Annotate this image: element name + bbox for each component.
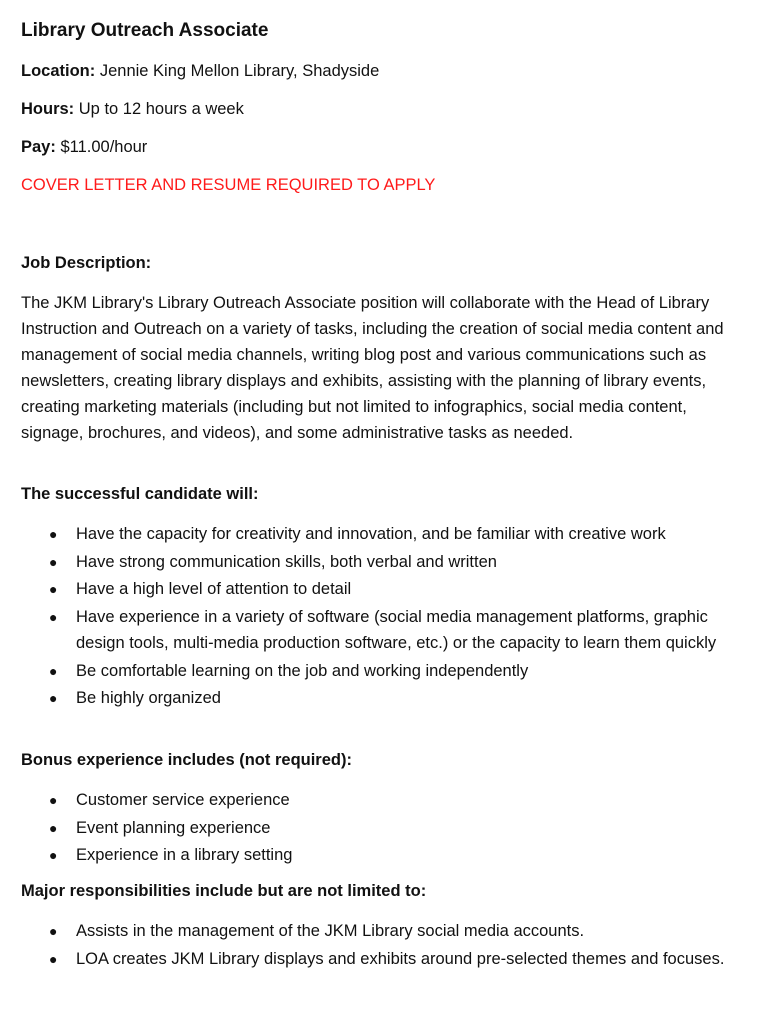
location-label: Location:: [21, 62, 96, 80]
application-notice: COVER LETTER AND RESUME REQUIRED TO APPLY: [21, 176, 436, 194]
bullet-icon: ●: [49, 792, 58, 808]
pay-value: $11.00/hour: [60, 138, 148, 156]
bullet-icon: ●: [49, 662, 58, 679]
bullet-icon: ●: [49, 847, 58, 863]
list-item: ● Event planning experience: [21, 815, 741, 842]
hours-value: Up to 12 hours a week: [78, 100, 244, 118]
pay-line: [21, 138, 147, 157]
bullet-icon: ●: [49, 923, 58, 939]
bullet-icon: ●: [49, 950, 58, 967]
location-line: [21, 62, 379, 81]
list-item: ● Have experience in a variety of software (social media management platforms, graphic design tools, multi-media production software, etc.) or the capacity to learn them quickly: [21, 604, 741, 657]
list-item: ● Assists in the management of the JKM Library social media accounts.: [21, 918, 741, 945]
list-item: ● Customer service experience: [21, 787, 741, 814]
candidate-heading: The successful candidate will:: [21, 485, 259, 503]
bullet-icon: ●: [49, 581, 58, 597]
job-description-heading: Job Description:: [21, 254, 152, 272]
list-item: ● Have the capacity for creativity and innovation, and be familiar with creative work: [21, 521, 741, 548]
list-item: ● Have strong communication skills, both verbal and written: [21, 549, 741, 576]
candidate-list: [21, 521, 741, 713]
list-item: ● LOA creates JKM Library displays and exhibits around pre-selected themes and focuses.: [21, 946, 741, 973]
bullet-icon: ●: [49, 690, 58, 706]
pay-label: Pay:: [21, 138, 56, 156]
location-value: Jennie King Mellon Library, Shadyside: [99, 62, 380, 80]
job-title: Library Outreach Associate: [21, 20, 269, 41]
bullet-icon: ●: [49, 819, 58, 836]
list-item: ● Have a high level of attention to detail: [21, 576, 741, 603]
list-item: ● Be highly organized: [21, 685, 741, 712]
bullet-icon: ●: [49, 553, 58, 570]
list-item: ● Experience in a library setting: [21, 842, 741, 869]
responsibilities-heading: Major responsibilities include but are not limited to:: [21, 882, 427, 900]
bonus-list: [21, 787, 741, 870]
bullet-icon: ●: [49, 608, 58, 625]
job-description-text: The JKM Library's Library Outreach Associate position will collaborate with the Head of Library Instruction and Outreach on a variety of tasks, including the creation of social media content and management of social media channels, writing blog post and various communications such as newsletters, creating library displays and exhibits, assisting with the planning of library events, creating marketing materials (including but not limited to infographics, social media content, signage, brochures, and videos), and some administrative tasks as needed.: [21, 294, 724, 442]
responsibilities-list: [21, 918, 741, 973]
hours-label: Hours:: [21, 100, 75, 118]
bullet-icon: ●: [49, 526, 58, 542]
bonus-heading: Bonus experience includes (not required):: [21, 751, 352, 769]
hours-line: [21, 100, 244, 119]
list-item: ● Be comfortable learning on the job and working independently: [21, 658, 741, 685]
